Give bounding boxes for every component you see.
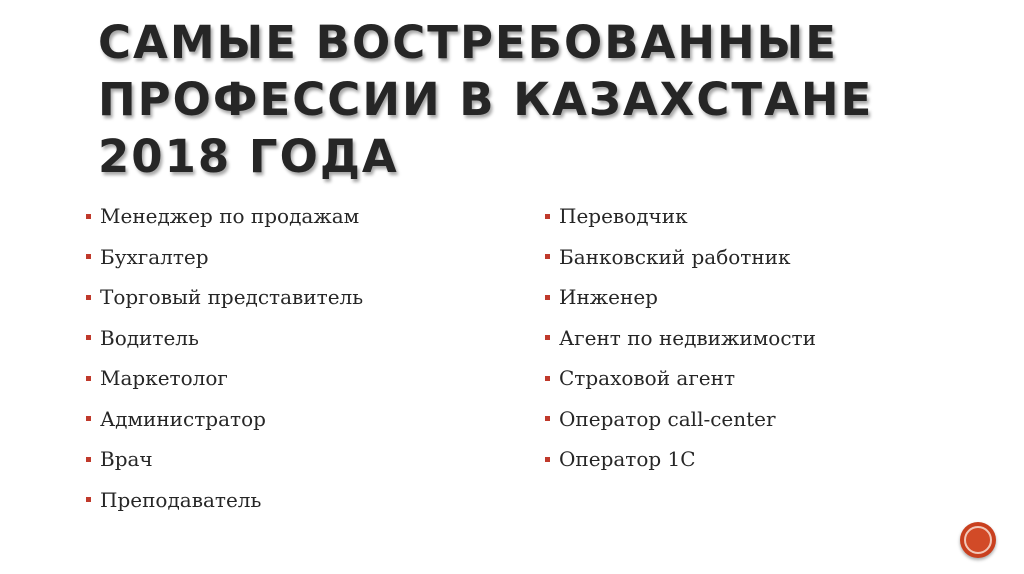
list-item: [86, 196, 506, 237]
list-item-label: Оператор 1С: [559, 447, 696, 472]
list-item-label: Страховой агент: [559, 366, 736, 391]
list-item-label: Инженер: [559, 285, 658, 310]
list-item-label: Бухгалтер: [100, 244, 209, 269]
list-item: [545, 196, 975, 237]
bullet-icon: [86, 416, 91, 421]
list-item-label: Администратор: [100, 406, 266, 431]
list-item-label: Менеджер по продажам: [100, 204, 360, 229]
bullet-icon: [545, 416, 550, 421]
bullet-icon: [545, 214, 550, 219]
list-item: [86, 318, 506, 359]
list-item: [545, 399, 975, 440]
slide-title: САМЫЕ ВОСТРЕБОВАННЫЕ ПРОФЕССИИ В КАЗАХСТАНЕ 2018 ГОДА: [98, 16, 874, 183]
bullet-icon: [86, 335, 91, 340]
list-item-label: Маркетолог: [100, 366, 228, 391]
bullet-icon: [545, 254, 550, 259]
list-item: [86, 480, 506, 521]
bullet-icon: [86, 214, 91, 219]
list-item: [545, 237, 975, 278]
list-item: [86, 358, 506, 399]
list-item-label: Преподаватель: [100, 487, 262, 512]
bullet-icon: [545, 457, 550, 462]
list-item: [86, 439, 506, 480]
circle-nav-icon[interactable]: [960, 522, 996, 558]
list-item: [545, 439, 975, 480]
list-item: [545, 277, 975, 318]
bullet-icon: [86, 497, 91, 502]
bullet-icon: [545, 376, 550, 381]
bullet-icon: [545, 295, 550, 300]
list-item: [86, 237, 506, 278]
bullet-icon: [86, 457, 91, 462]
list-item: [545, 318, 975, 359]
list-item-label: Врач: [100, 447, 153, 472]
professions-list-left: [86, 196, 506, 520]
list-item: [86, 277, 506, 318]
bullet-icon: [86, 254, 91, 259]
list-item-label: Переводчик: [559, 204, 688, 229]
list-item: [86, 399, 506, 440]
list-item-label: Банковский работник: [559, 244, 791, 269]
list-item-label: Торговый представитель: [100, 285, 364, 310]
list-item-label: Агент по недвижимости: [559, 325, 816, 350]
list-item-label: Водитель: [100, 325, 199, 350]
list-item-label: Оператор call-center: [559, 406, 776, 431]
professions-list-right: [545, 196, 975, 480]
list-item: [545, 358, 975, 399]
bullet-icon: [545, 335, 550, 340]
bullet-icon: [86, 295, 91, 300]
bullet-icon: [86, 376, 91, 381]
